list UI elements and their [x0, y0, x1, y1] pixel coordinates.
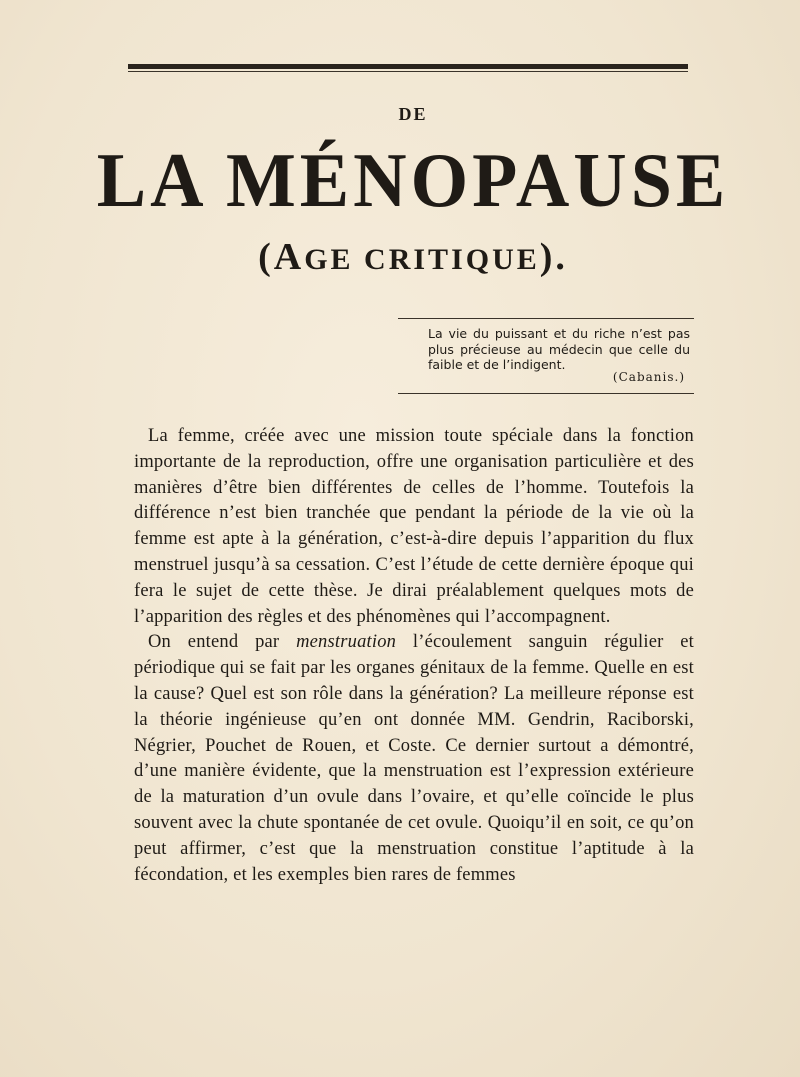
paragraph-2-start: On entend par — [148, 632, 297, 653]
paragraph-2 — [134, 630, 694, 888]
paragraph-1: La femme, créée avec une mission toute spéciale dans la fonction importante de la reproduction, offre une organisation particulière et des manières d’être bien différentes de celles de l’homme. Toutefois la différence n’est bien tranchée que pendant la période de la vie où la femme est apte à la génération, c’est-à-dire depuis l’apparition du flux menstruel jusqu’à sa cessation. C’est l’étude de cette dernière époque qui fera le sujet de cette thèse. Je dirai préalablement quelques mots de l’apparition des règles et des phénomènes qui l’accompagnent. — [134, 426, 694, 627]
title-preposition: DE — [398, 104, 428, 124]
subtitle-small-caps: GE CRITIQUE — [304, 243, 540, 276]
epigraph-rule-top — [398, 318, 694, 319]
epigraph-rule-bottom — [398, 393, 694, 394]
body-text — [134, 424, 694, 888]
epigraph-author: (Cabanis.) — [612, 370, 685, 384]
top-rule-thick — [128, 64, 688, 69]
subtitle-close: ). — [539, 236, 568, 278]
subtitle-open: (A — [258, 236, 305, 278]
paragraph-2-rest: l’écoulement sanguin régulier et périodique qui se fait par les organes génitaux de la femme. Quelle en est la cause? Quel est son rôle dans la génération? La meilleure réponse est la théorie ingénieuse qu’en ont donnée MM. Gendrin, Raciborski, Négrier, Pouchet de Rouen, et Coste. Ce dernier surtout a démontré, d’une manière évidente, que la menstruation est l’expression extérieure de la maturation d’un ovule dans l’ovaire, et qu’elle coïncide le plus souvent avec la chute spontanée de cet ovule. Quoiqu’il en soit, ce qu’on peut affirmer, c’est que la menstruation constitue l’aptitude à la fécondation, et les exemples bien rares de femmes — [134, 632, 694, 885]
subtitle — [0, 234, 800, 283]
epigraph-quote: La vie du puissant et du riche n’est pas plus précieuse au médecin que celle du faible et de l’indigent. — [428, 326, 690, 372]
top-rule-thin — [128, 71, 688, 72]
term-menstruation: menstruation — [296, 632, 397, 653]
main-title: LA MÉNOPAUSE — [96, 137, 730, 225]
